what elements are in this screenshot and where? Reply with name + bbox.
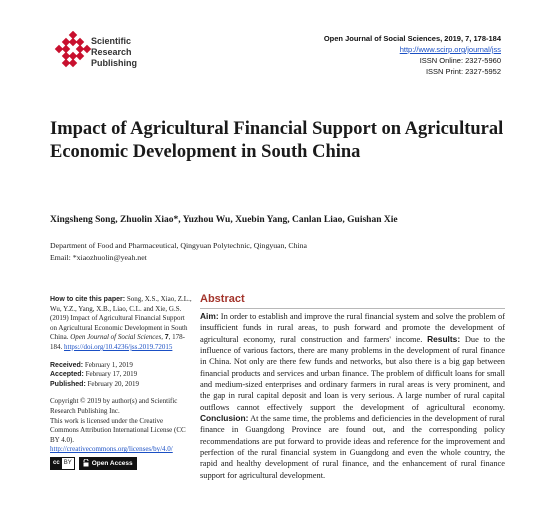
abstract-body bbox=[200, 311, 505, 481]
results-label: Results: bbox=[427, 333, 461, 344]
received-label: Received: bbox=[50, 361, 84, 369]
publisher-name: Scientific Research Publishing bbox=[91, 36, 137, 68]
conclusion-text: At the same time, the problems and deficiencies in the development of rural finance in Guangdong Province are found out, and the corresponding policy recommendations are put forward to provide ideas and reference for the improvement and perfection of the rural financial system in Guangdong and even the whole country, the rapid and healthy development of rural finance, and the enhancement of rural finance support for agricultural development. bbox=[200, 414, 505, 480]
journal-info bbox=[324, 33, 501, 77]
license-text: This work is licensed under the Creative Commons Attribution International License (CC BY 4.0). bbox=[50, 416, 186, 444]
dates-block bbox=[50, 361, 193, 390]
accepted-date: February 17, 2019 bbox=[85, 370, 138, 379]
results-text: Due to the influence of various factors, there are many problems in the development of rural finance in China. Not only are there few funds and networks, but also there is a big gap between financial products and services and urban finance. The problem of difficult loans for small and medium-sized enterprises and ordinary farmers in rural areas is very prominent, and the gap in rural capital deposit and loan is very serious. A large number of rural capital outflows cannot effectively support the development of agricultural economy. bbox=[200, 334, 506, 412]
citation-journal: Open Journal of Social Sciences, bbox=[70, 333, 163, 342]
publisher-logo-icon bbox=[52, 31, 94, 73]
author-list: Xingsheng Song, Zhuolin Xiao*, Yuzhou Wu, Xuebin Yang, Canlan Liao, Guishan Xie bbox=[50, 215, 398, 225]
published-date: February 20, 2019 bbox=[87, 379, 140, 388]
received-date: February 1, 2019 bbox=[84, 360, 133, 369]
doi-link[interactable]: https://doi.org/10.4236/jss.2019.72015 bbox=[64, 342, 173, 351]
issn-online: ISSN Online: 2327-5960 bbox=[419, 56, 501, 65]
license-block bbox=[50, 397, 193, 470]
paper-title: Impact of Agricultural Financial Support on Agricultural Economic Development in South China bbox=[50, 119, 504, 162]
aim-text: In order to establish and improve the rural financial system and solve the problem of insufficient funds in rural areas, to push forward and promote the development of agricultural economy, rural construction and farmers' income. bbox=[200, 312, 505, 344]
affiliation-block bbox=[50, 240, 307, 264]
open-access-badge[interactable] bbox=[79, 457, 137, 470]
citation-text: Song, X.S., Xiao, Z.L., Wu, Y.Z., Yang, X.B., Liao, C.L. and Xie, G.S. (2019) Impact of Agricultural Financial Support on Agricultural Economic Development in South China. bbox=[50, 295, 192, 342]
conclusion-label: Conclusion: bbox=[200, 413, 249, 424]
affiliation: Department of Food and Pharmaceutical, Qingyuan Polytechnic, Qingyuan, China bbox=[50, 241, 308, 250]
citation-pages: , 178-184. bbox=[50, 333, 185, 351]
journal-name: Open Journal of Social Sciences, 2019, 7, 178-184 bbox=[323, 34, 501, 43]
copyright-text: Copyright © 2019 by author(s) and Scientific Research Publishing Inc. bbox=[50, 397, 178, 415]
citation-block bbox=[50, 295, 193, 353]
abstract-divider bbox=[200, 308, 505, 309]
aim-label: Aim: bbox=[200, 311, 219, 321]
accepted-label: Accepted: bbox=[50, 371, 84, 379]
open-access-label: Open Access bbox=[91, 459, 133, 467]
cc-by-badge[interactable] bbox=[50, 457, 75, 470]
license-link[interactable]: http://creativecommons.org/licenses/by/4.0/ bbox=[50, 445, 173, 454]
email: Email: *xiaozhuolin@yeah.net bbox=[50, 253, 147, 262]
by-icon: BY bbox=[63, 459, 72, 466]
open-lock-icon bbox=[83, 459, 89, 467]
published-label: Published: bbox=[50, 380, 86, 388]
abstract-heading: Abstract bbox=[200, 293, 245, 305]
issn-print: ISSN Print: 2327-5952 bbox=[425, 67, 501, 76]
citation-label: How to cite this paper: bbox=[50, 296, 126, 303]
journal-url-link[interactable]: http://www.scirp.org/journal/jss bbox=[399, 45, 501, 54]
citation-volume: 7 bbox=[164, 334, 169, 342]
article-sidebar bbox=[50, 295, 193, 470]
cc-icon: cc bbox=[51, 458, 62, 469]
